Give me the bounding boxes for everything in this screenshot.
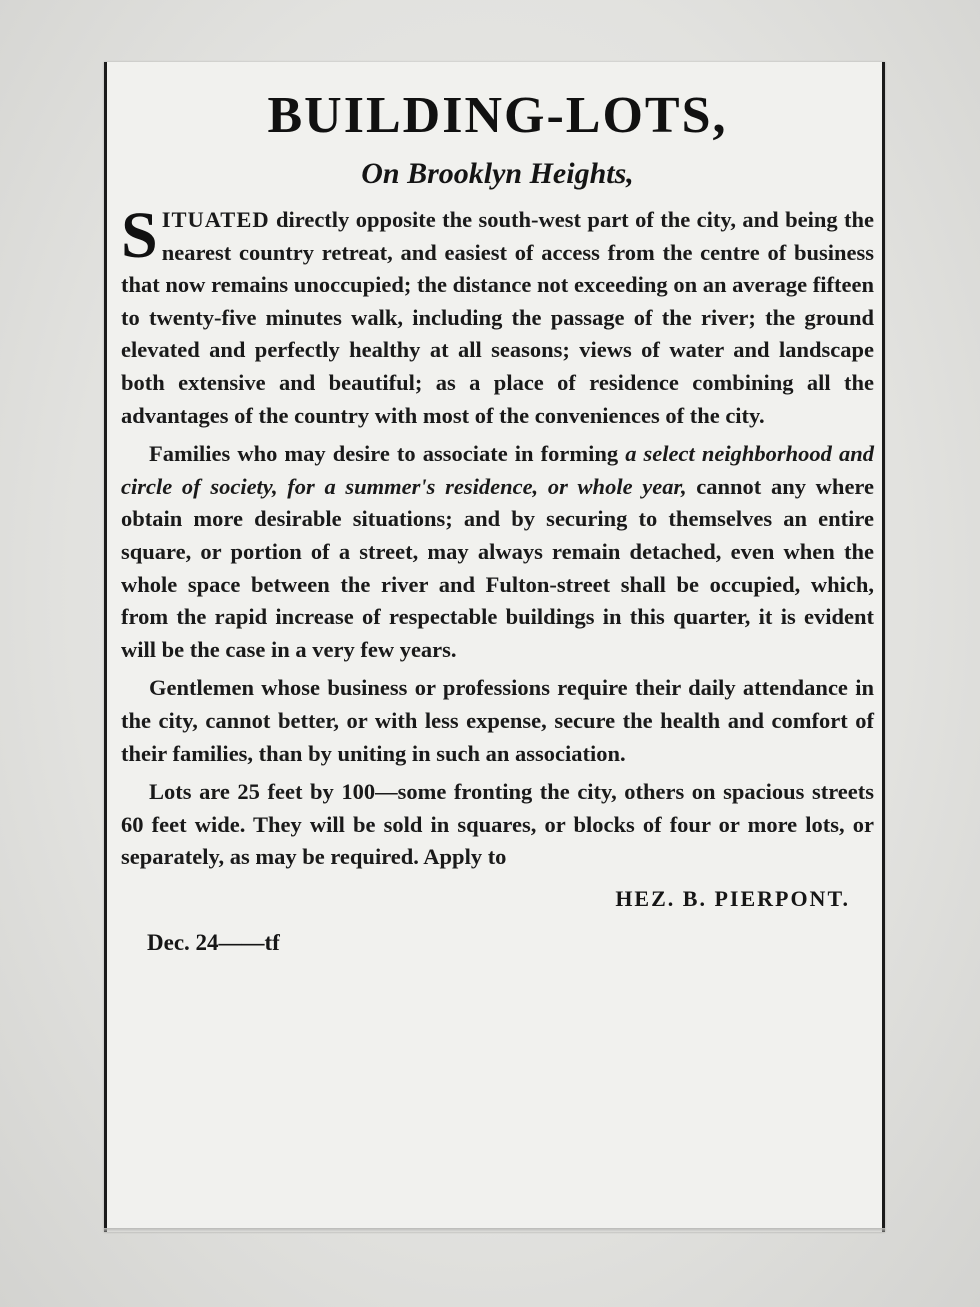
paragraph-2-lead: Families who may desire to associate in forming — [149, 441, 626, 467]
paragraph-2-italic: a select neighborhood and circle of society, for a summer's residence, or whole year, — [121, 441, 874, 499]
dateline: Dec. 24——tf — [147, 929, 280, 955]
newspaper-clipping — [104, 62, 885, 1232]
advertisement-body — [121, 84, 874, 958]
paragraph-1-text: directly opposite the south-west part of the city, and being the nearest country retreat, and easiest of access from the centre of business that now remains unoccupied; the distance not exceeding on an average fifteen to twenty-five minutes walk, including the passage of the river; the ground elevated and perfectly healthy at all seasons; views of water and landscape both extensive and beautiful; as a place of residence combining all the advantages of the country with most of the conveniences of the city. — [121, 207, 874, 428]
signature: HEZ. B. PIERPONT. — [615, 885, 850, 911]
headline: BUILDING-LOTS, — [267, 87, 728, 144]
clipping-shadow — [104, 1228, 885, 1234]
paragraph-4: Lots are 25 feet by 100—some fronting the city, others on spacious streets 60 feet wide. They will be sold in squares, or blocks of four or more lots, or separately, as may be required. Apply to — [121, 779, 874, 870]
paragraph-3: Gentlemen whose business or professions require their daily attendance in the city, cannot better, or with less expense, secure the health and comfort of their families, than by uniting in such an association. — [121, 675, 874, 766]
drop-cap-letter: S — [121, 199, 158, 272]
paragraph-1-first-word: ITUATED — [161, 207, 270, 232]
subheading: On Brooklyn Heights, — [361, 157, 634, 190]
paragraph-2 — [121, 438, 874, 666]
paragraph-2-rest: cannot any where obtain more desirable situations; and by securing to themselves an entire square, or portion of a street, may always remain detached, even when the whole space between the river and Fulton-street shall be occupied, which, from the rapid increase of respectable buildings in this quarter, it is evident will be the case in a very few years. — [121, 473, 874, 662]
paragraph-1 — [121, 199, 874, 432]
